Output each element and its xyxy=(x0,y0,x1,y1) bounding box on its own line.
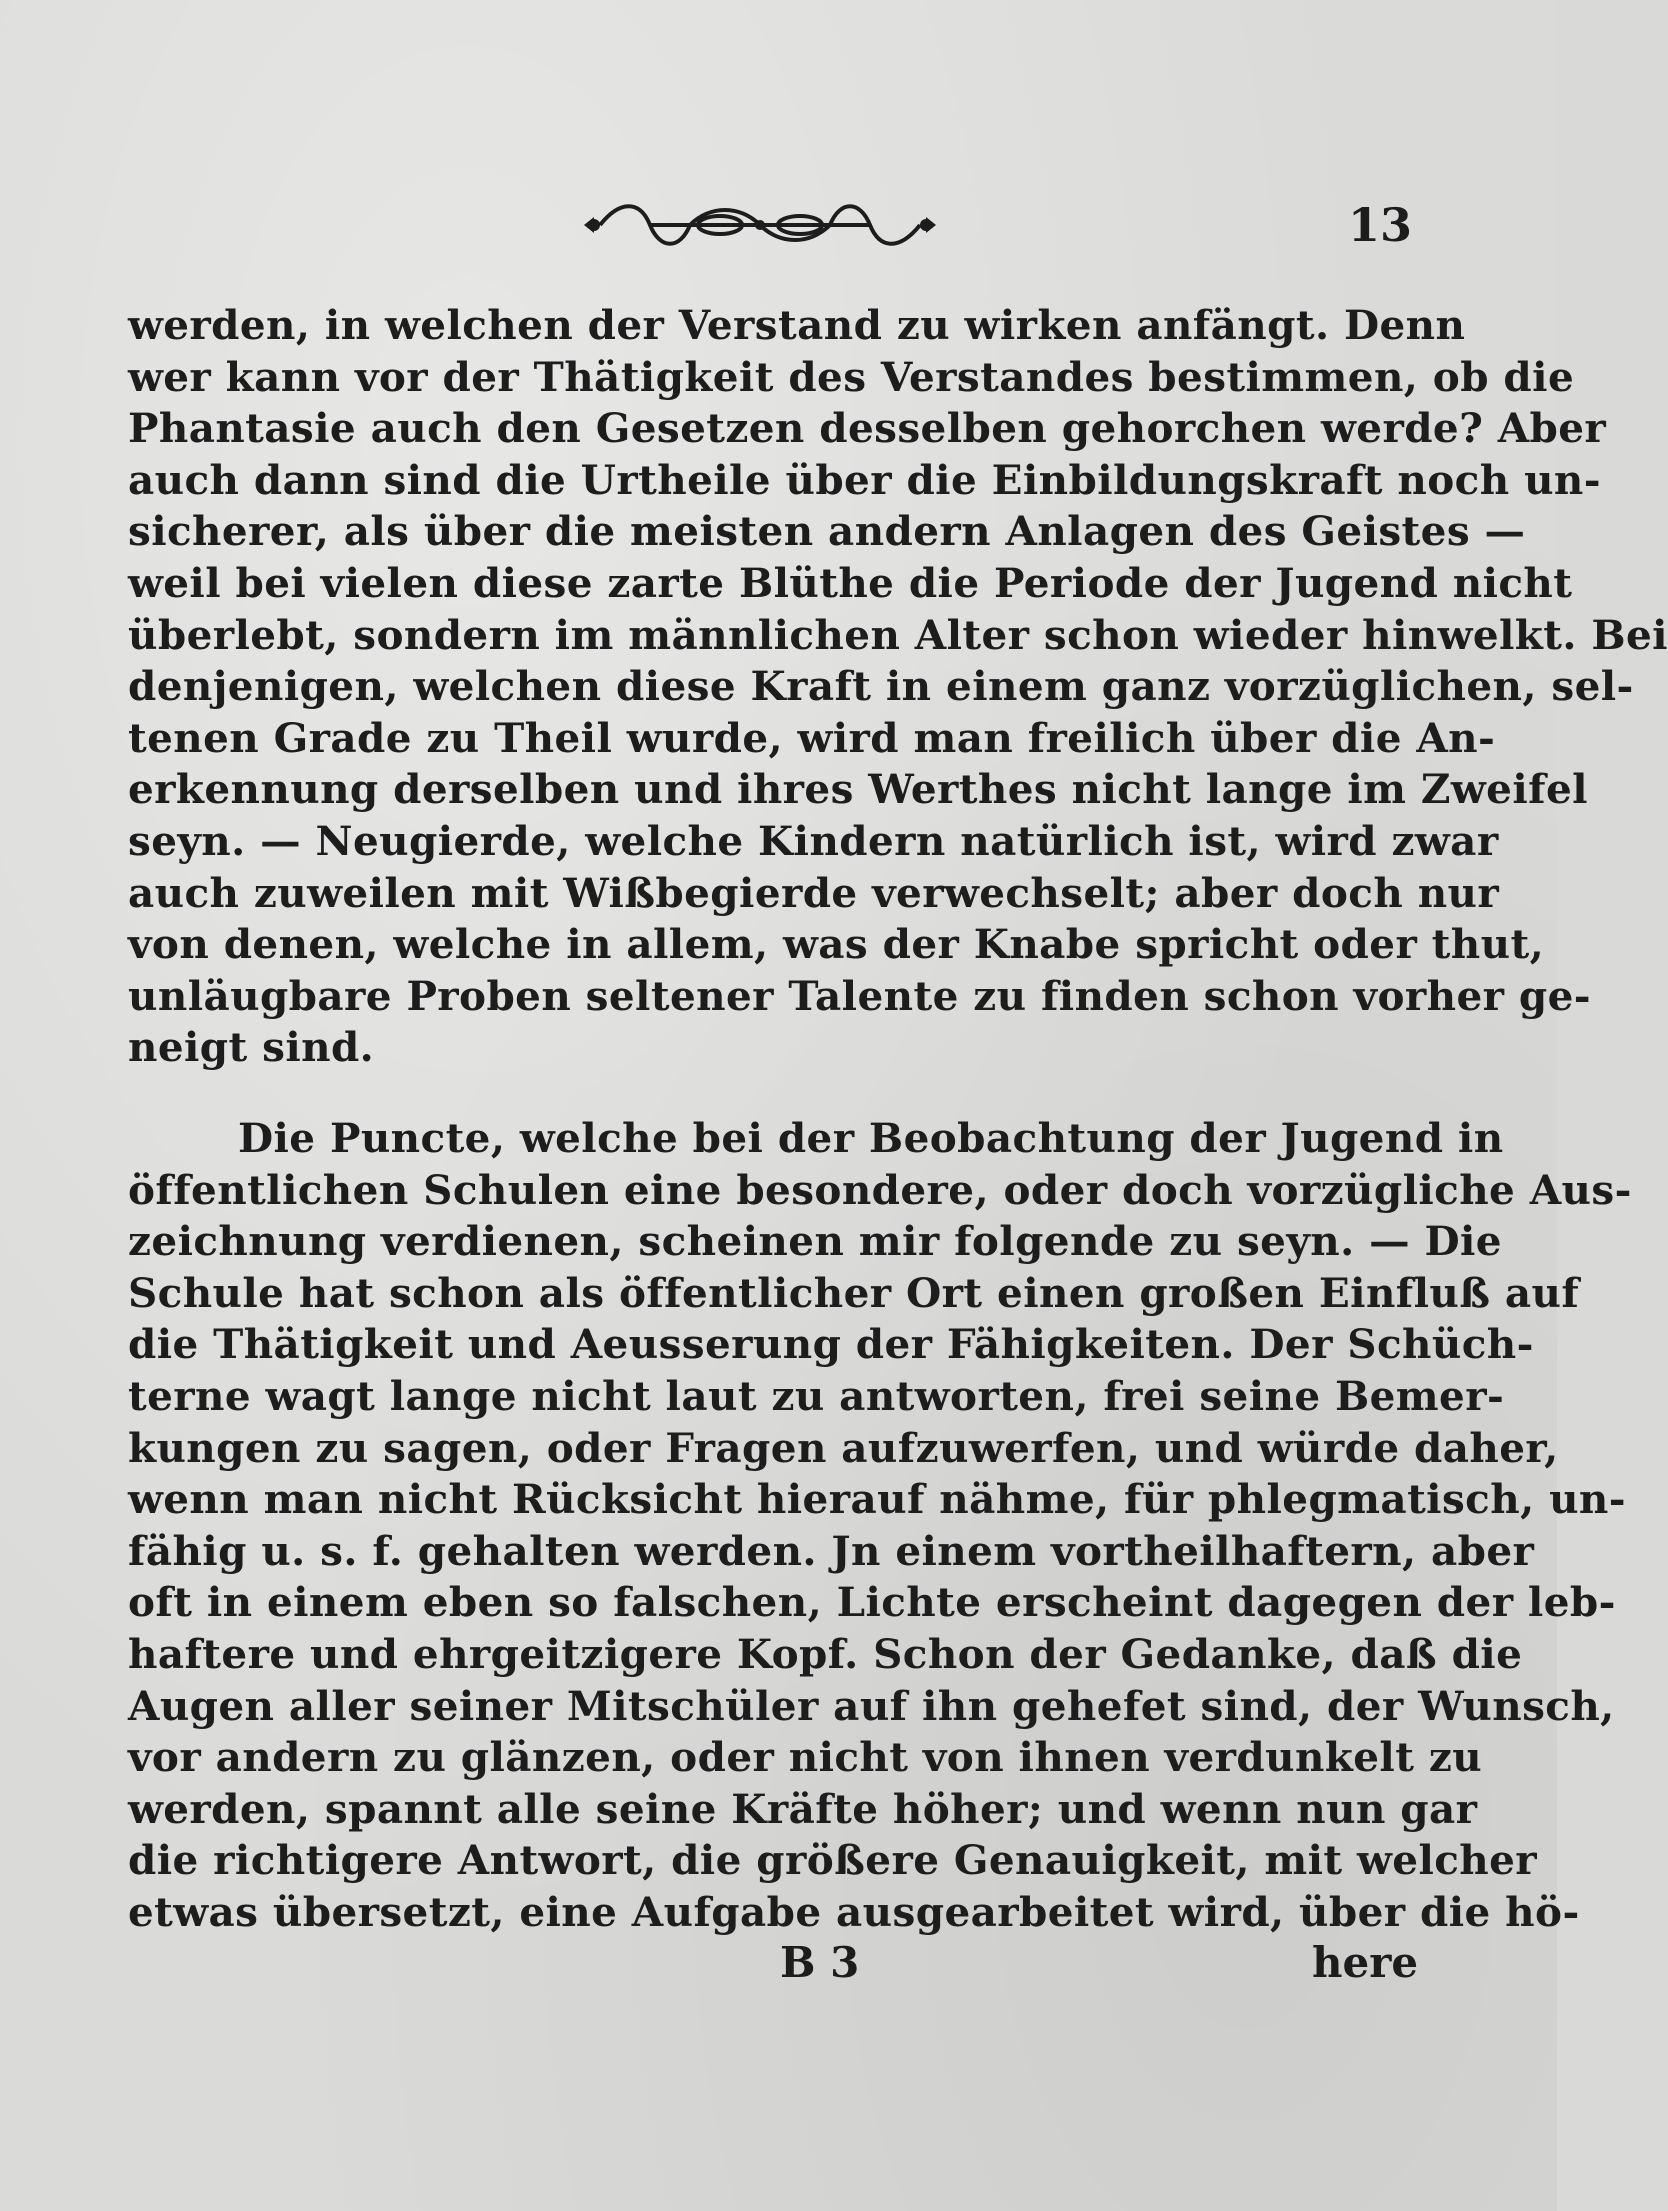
text-line: unläugbare Proben seltener Talente zu finden schon vorher ge- xyxy=(128,971,1591,1020)
text-line: Schule hat schon als öffentlicher Ort einen großen Einfluß auf xyxy=(128,1268,1580,1317)
signature-mark: B 3 xyxy=(780,1938,860,1987)
text-line: die richtigere Antwort, die größere Genauigkeit, mit welcher xyxy=(128,1836,1538,1885)
text-line: neigt sind. xyxy=(128,1023,375,1072)
text-line: denjenigen, welchen diese Kraft in einem ganz vorzüglichen, sel- xyxy=(128,662,1634,711)
catchword: here xyxy=(1312,1938,1419,1987)
text-line: überlebt, sondern im männlichen Alter schon wieder hinwelkt. Bei xyxy=(128,610,1668,659)
text-line: haftere und ehrgeitzigere Kopf. Schon der Gedanke, daß die xyxy=(128,1629,1523,1678)
text-line: werden, in welchen der Verstand zu wirken anfängt. Denn xyxy=(128,301,1466,349)
text-line: zeichnung verdienen, scheinen mir folgende zu seyn. — Die xyxy=(128,1217,1502,1266)
text-line: Die Puncte, welche bei der Beobachtung der Jugend in xyxy=(238,1114,1504,1162)
paragraph-2 xyxy=(128,1113,1632,1939)
text-line: tenen Grade zu Theil wurde, wird man freilich über die An- xyxy=(128,713,1496,762)
text-line: auch zuweilen mit Wißbegierde verwechselt; aber doch nur xyxy=(128,868,1500,917)
text-line: etwas übersetzt, eine Aufgabe ausgearbeitet wird, über die hö- xyxy=(128,1887,1580,1936)
text-line: Phantasie auch den Gesetzen desselben gehorchen werde? Aber xyxy=(128,404,1607,453)
text-line: auch dann sind die Urtheile über die Einbildungskraft noch un- xyxy=(128,455,1601,504)
text-line: erkennung derselben und ihres Werthes nicht lange im Zweifel xyxy=(128,765,1588,814)
text-line: terne wagt lange nicht laut zu antworten, frei seine Bemer- xyxy=(128,1371,1505,1420)
text-line: kungen zu sagen, oder Fragen aufzuwerfen, und würde daher, xyxy=(128,1423,1559,1472)
text-line: vor andern zu glänzen, oder nicht von ihnen verdunkelt zu xyxy=(128,1733,1483,1782)
page-number: 13 xyxy=(1348,198,1413,252)
ornament-header-icon xyxy=(580,190,940,260)
text-line: wenn man nicht Rücksicht hierauf nähme, für phlegmatisch, un- xyxy=(128,1475,1626,1524)
text-line: weil bei vielen diese zarte Blüthe die Periode der Jugend nicht xyxy=(128,558,1573,607)
text-line: fähig u. s. f. gehalten werden. Jn einem vortheilhaftern, aber xyxy=(128,1526,1535,1575)
paragraph-1 xyxy=(128,300,1668,1074)
text-line: oft in einem eben so falschen, Lichte erscheint dagegen der leb- xyxy=(128,1578,1616,1627)
text-line: öffentlichen Schulen eine besondere, oder doch vorzügliche Aus- xyxy=(128,1165,1632,1214)
text-line: die Thätigkeit und Aeusserung der Fähigkeiten. Der Schüch- xyxy=(128,1320,1534,1369)
text-line: von denen, welche in allem, was der Knabe spricht oder thut, xyxy=(128,920,1545,969)
text-line: sicherer, als über die meisten andern Anlagen des Geistes — xyxy=(128,507,1526,556)
text-line: werden, spannt alle seine Kräfte höher; und wenn nun gar xyxy=(128,1784,1478,1833)
text-line: wer kann vor der Thätigkeit des Verstandes bestimmen, ob die xyxy=(128,352,1575,401)
text-line: Augen aller seiner Mitschüler auf ihn gehefet sind, der Wunsch, xyxy=(128,1681,1615,1730)
text-line: seyn. — Neugierde, welche Kindern natürlich ist, wird zwar xyxy=(128,816,1499,865)
